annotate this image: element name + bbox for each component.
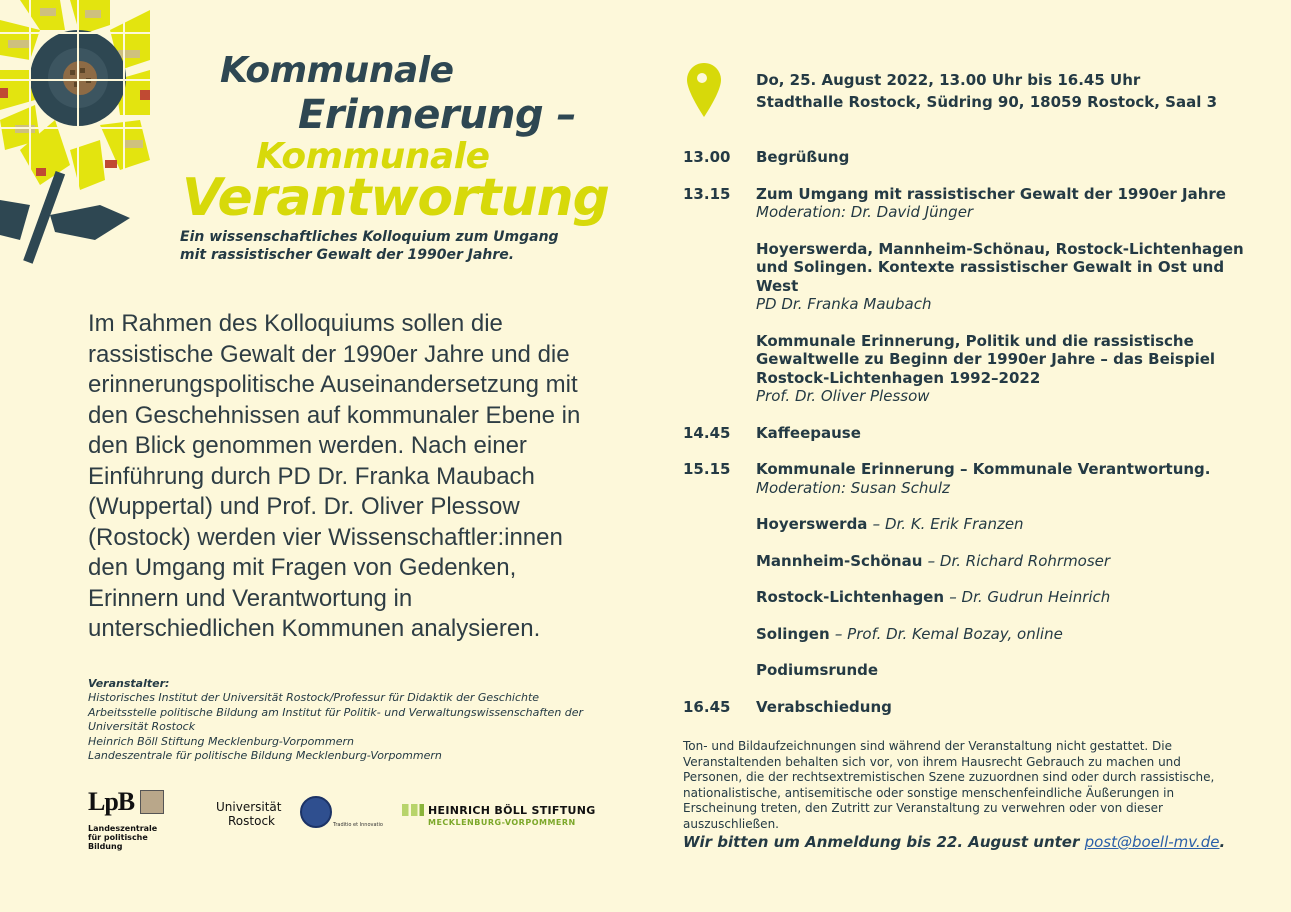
program-item-title: Begrüßung [756, 148, 850, 166]
program-item-title: Zum Umgang mit rassistischer Gewalt der 1990er Jahre [756, 184, 1226, 203]
boell-line-2: MECKLENBURG-VORPOMMERN [428, 818, 576, 827]
uni-line-1: Universität [216, 800, 282, 814]
case-city: Hoyerswerda [756, 515, 868, 533]
title-line-2: Erinnerung – [298, 92, 577, 138]
case-item [756, 515, 1253, 534]
program-row [683, 460, 1253, 680]
panel-discussion: Podiumsrunde [756, 661, 879, 679]
program [683, 148, 1253, 734]
intro-paragraph: Im Rahmen des Kolloquiums sollen die rassistische Gewalt der 1990er Jahre und die erinnerungspolitische Auseinandersetzung mit den Geschehnissen auf kommunaler Ebene in den Blick genommen werden. Nach einer Einführung durch PD Dr. Franka Maubach (Wuppertal) und Prof. Dr. Oliver Plessow (Rostock) werden vier Wissenschaftler:innen den Umgang mit Fragen von Gedenken, Erinnern und Verantwortung in unterschiedlichen Kommunen analysieren. [88, 310, 581, 642]
program-row [683, 424, 1253, 443]
lpb-logo [88, 787, 168, 851]
organizer-item: Heinrich Böll Stiftung Mecklenburg-Vorpommern [88, 734, 354, 748]
moderation: Moderation: Dr. David Jünger [756, 203, 974, 221]
organizer-item: Historisches Institut der Universität Rostock/Professur für Didaktik der Geschichte [88, 691, 540, 704]
event-venue: Stadthalle Rostock, Südring 90, 18059 Rostock, Saal 3 [756, 93, 1218, 111]
case-city: Rostock-Lichtenhagen [756, 588, 945, 606]
lpb-mark: LpB [88, 787, 135, 816]
lpb-line-2: für politische Bildung [88, 833, 148, 851]
case-city: Mannheim-Schönau [756, 551, 923, 570]
program-time: 14.45 [683, 423, 731, 442]
event-date: Do, 25. August 2022, 13.00 Uhr bis 16.45 Uhr [756, 71, 1141, 89]
sunflower-icon [0, 0, 150, 265]
case-city: Solingen [756, 624, 830, 643]
talk-speaker: PD Dr. Franka Maubach [756, 295, 932, 313]
case-speaker: – Dr. K. Erik Franzen [872, 515, 1024, 533]
program-time: 15.15 [683, 460, 731, 478]
program-row [683, 698, 1253, 717]
title-line-1: Kommunale [220, 50, 454, 91]
registration-end: . [1219, 833, 1226, 851]
registration-line [683, 833, 1225, 851]
case-item [756, 588, 1253, 607]
uni-rostock-logo [216, 800, 383, 840]
subtitle: Ein wissenschaftliches Kolloquium zum Umgang mit rassistischer Gewalt der 1990er Jahre. [180, 229, 559, 263]
program-row [683, 185, 1253, 406]
location-pin-icon [686, 62, 722, 118]
program-time: 13.15 [683, 184, 731, 203]
talk-title: Hoyerswerda, Mannheim-Schönau, Rostock-Lichtenhagen und Solingen. Kontexte rassistischer Gewalt in Ost und West [756, 239, 1244, 295]
program-item-title: Kommunale Erinnerung – Kommunale Verantwortung. [756, 460, 1211, 478]
title-line-3: Kommunale [256, 136, 490, 177]
organizer-item: Arbeitsstelle politische Bildung am Institut für Politik- und Verwaltungswissenschaften der Universität Rostock [88, 705, 584, 733]
lpb-crest-icon [140, 790, 164, 814]
boell-logo [402, 804, 596, 834]
talk-title: Kommunale Erinnerung, Politik und die rassistische Gewaltwelle zu Beginn der 1990er Jahre – das Beispiel Rostock-Lichtenhagen 1992–2022 [756, 331, 1216, 387]
logos-row [88, 787, 596, 851]
organizers-list [88, 691, 598, 764]
program-time: 13.00 [683, 148, 731, 166]
title-line-4: Verantwortung [182, 168, 609, 228]
case-item [756, 552, 1253, 571]
program-row [683, 148, 1253, 167]
uni-line-2: Rostock [228, 814, 275, 828]
case-speaker: – Dr. Gudrun Heinrich [949, 588, 1111, 606]
boell-mark-icon [402, 804, 424, 816]
program-item-title: Kaffeepause [756, 423, 861, 442]
email-link[interactable]: post@boell-mv.de [1084, 833, 1220, 851]
organizer-item: Landeszentrale für politische Bildung Mecklenburg-Vorpommern [88, 749, 442, 762]
registration-text: Wir bitten um Anmeldung bis 22. August unter [683, 833, 1085, 851]
case-speaker: – Prof. Dr. Kemal Bozay, online [834, 624, 1063, 643]
organizers-title: Veranstalter: [88, 677, 170, 690]
boell-line-1: HEINRICH BÖLL STIFTUNG [428, 804, 596, 817]
case-item [756, 625, 1253, 644]
uni-motto: Traditio et Innovatio [333, 822, 383, 828]
talk-speaker: Prof. Dr. Oliver Plessow [756, 387, 930, 405]
case-speaker: – Dr. Richard Rohrmoser [927, 551, 1111, 570]
recording-notice: Ton- und Bildaufzeichnungen sind während der Veranstaltung nicht gestattet. Die Veranstaltenden behalten sich vor, von ihrem Hausrecht Gebrauch zu machen und Personen, die der rechtsextremistischen Szene zuzuordnen sind oder durch rassistische, nationalistische, antisemitische oder sonstige menschenfeindliche Äußerungen in Erscheinung treten, den Zutritt zur Veranstaltung zu verwehren oder von dieser auszuschließen. [683, 739, 1215, 831]
program-time: 16.45 [683, 697, 731, 716]
moderation: Moderation: Susan Schulz [756, 478, 950, 497]
uni-seal-icon [300, 796, 332, 828]
program-item-title: Verabschiedung [756, 697, 892, 716]
lpb-line-1: Landeszentrale [88, 824, 158, 833]
